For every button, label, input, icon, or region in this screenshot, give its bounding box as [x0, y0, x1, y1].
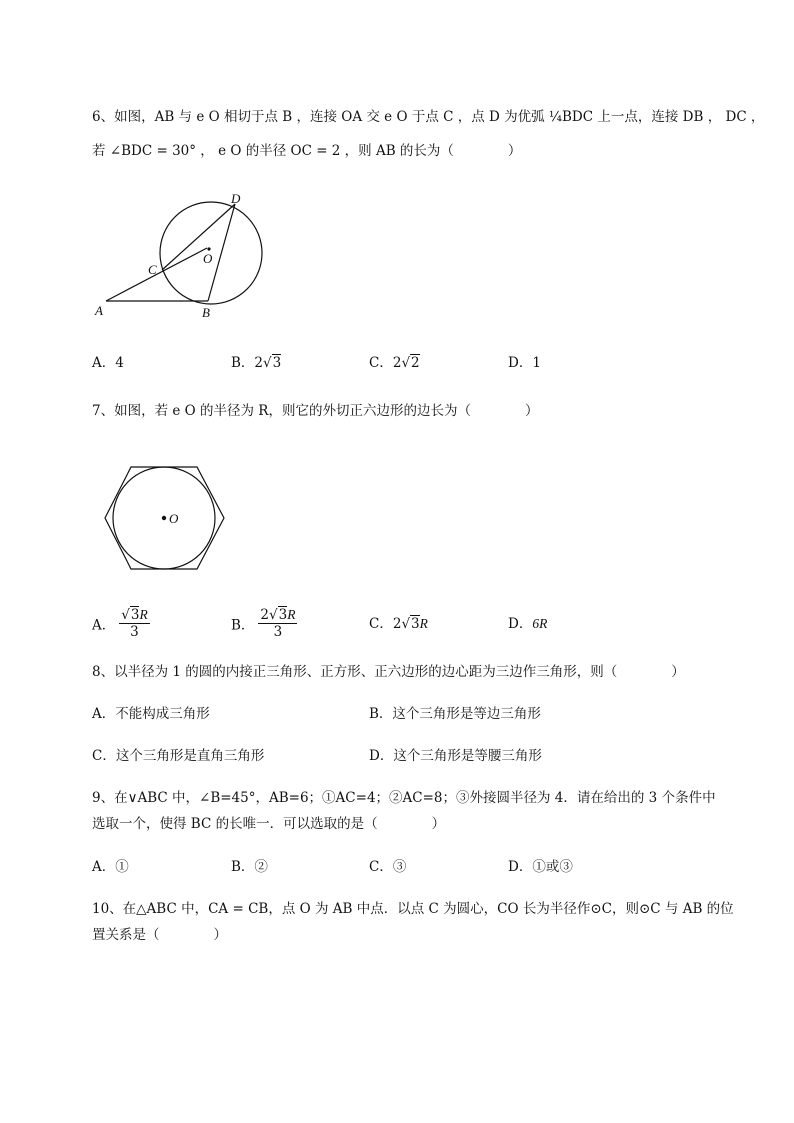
- q7-option-d: D．6R: [508, 616, 548, 632]
- q7-line-1: 7、如图，若 e O 的半径为 R，则它的外切正六边形的边长为（ ）: [92, 403, 539, 419]
- q7-center-point: [162, 516, 166, 520]
- q6-line-1: 6、如图，AB 与 e O 相切于点 B ，连接 OA 交 e O 于点 C ，点 D 为优弧 ¼BDC 上一点，连接 DB ， DC ，: [92, 109, 765, 125]
- q6-line-2: 若 ∠BDC = 30° ， e O 的半径 OC = 2 ，则 AB 的长为（ ）: [92, 143, 522, 159]
- q6-label-d: D: [231, 191, 241, 206]
- q9-option-d: D．①或③: [508, 859, 573, 875]
- q10-line-2: 置关系是（ ）: [92, 927, 227, 943]
- q6-segment-cd: [162, 204, 235, 270]
- q9-option-b: B．②: [231, 859, 268, 875]
- q7-option-b: B． $\frac{2√3R}{3}$: [231, 607, 296, 640]
- q6-option-a: A．4: [92, 355, 124, 371]
- q9-line-1: 9、在∨ABC 中，∠B=45°，AB=6；①AC=4；②AC=8；③外接圆半径为 4．请在给出的 3 个条件中: [92, 790, 716, 806]
- q7-option-a: A． $\frac{√3R}{3}$: [92, 607, 148, 640]
- q8-option-b: B．这个三角形是等边三角形: [369, 706, 541, 722]
- q6-option-c: C．2√2: [369, 355, 420, 371]
- q8-line-1: 8、以半径为 1 的圆的内接正三角形、正方形、正六边形的边心距为三边作三角形，则（ ）: [92, 664, 685, 680]
- q6-label-b: B: [202, 305, 210, 320]
- q9-option-c: C．③: [369, 859, 407, 875]
- q6-figure: [90, 188, 280, 320]
- q9-line-2: 选取一个，使得 BC 的长唯一．可以选取的是（ ）: [92, 816, 446, 832]
- q7-option-c: C．2√3R: [369, 616, 428, 632]
- q8-option-d: D．这个三角形是等腰三角形: [369, 748, 542, 764]
- q8-option-a: A．不能构成三角形: [92, 706, 210, 722]
- q9-option-a: A．①: [92, 859, 129, 875]
- q6-option-d: D．1: [508, 355, 541, 371]
- q6-label-c: C: [148, 262, 157, 277]
- q8-option-c: C．这个三角形是直角三角形: [92, 748, 265, 764]
- q7-figure: [104, 464, 228, 572]
- q6-option-b: B．2√3: [231, 355, 282, 371]
- q7-label-o: O: [169, 511, 179, 526]
- q6-label-o: O: [203, 251, 213, 266]
- q6-label-a: A: [95, 303, 103, 318]
- q10-line-1: 10、在△ABC 中，CA = CB，点 O 为 AB 中点．以点 C 为圆心，CO 长为半径作⊙C，则⊙C 与 AB 的位: [92, 901, 734, 917]
